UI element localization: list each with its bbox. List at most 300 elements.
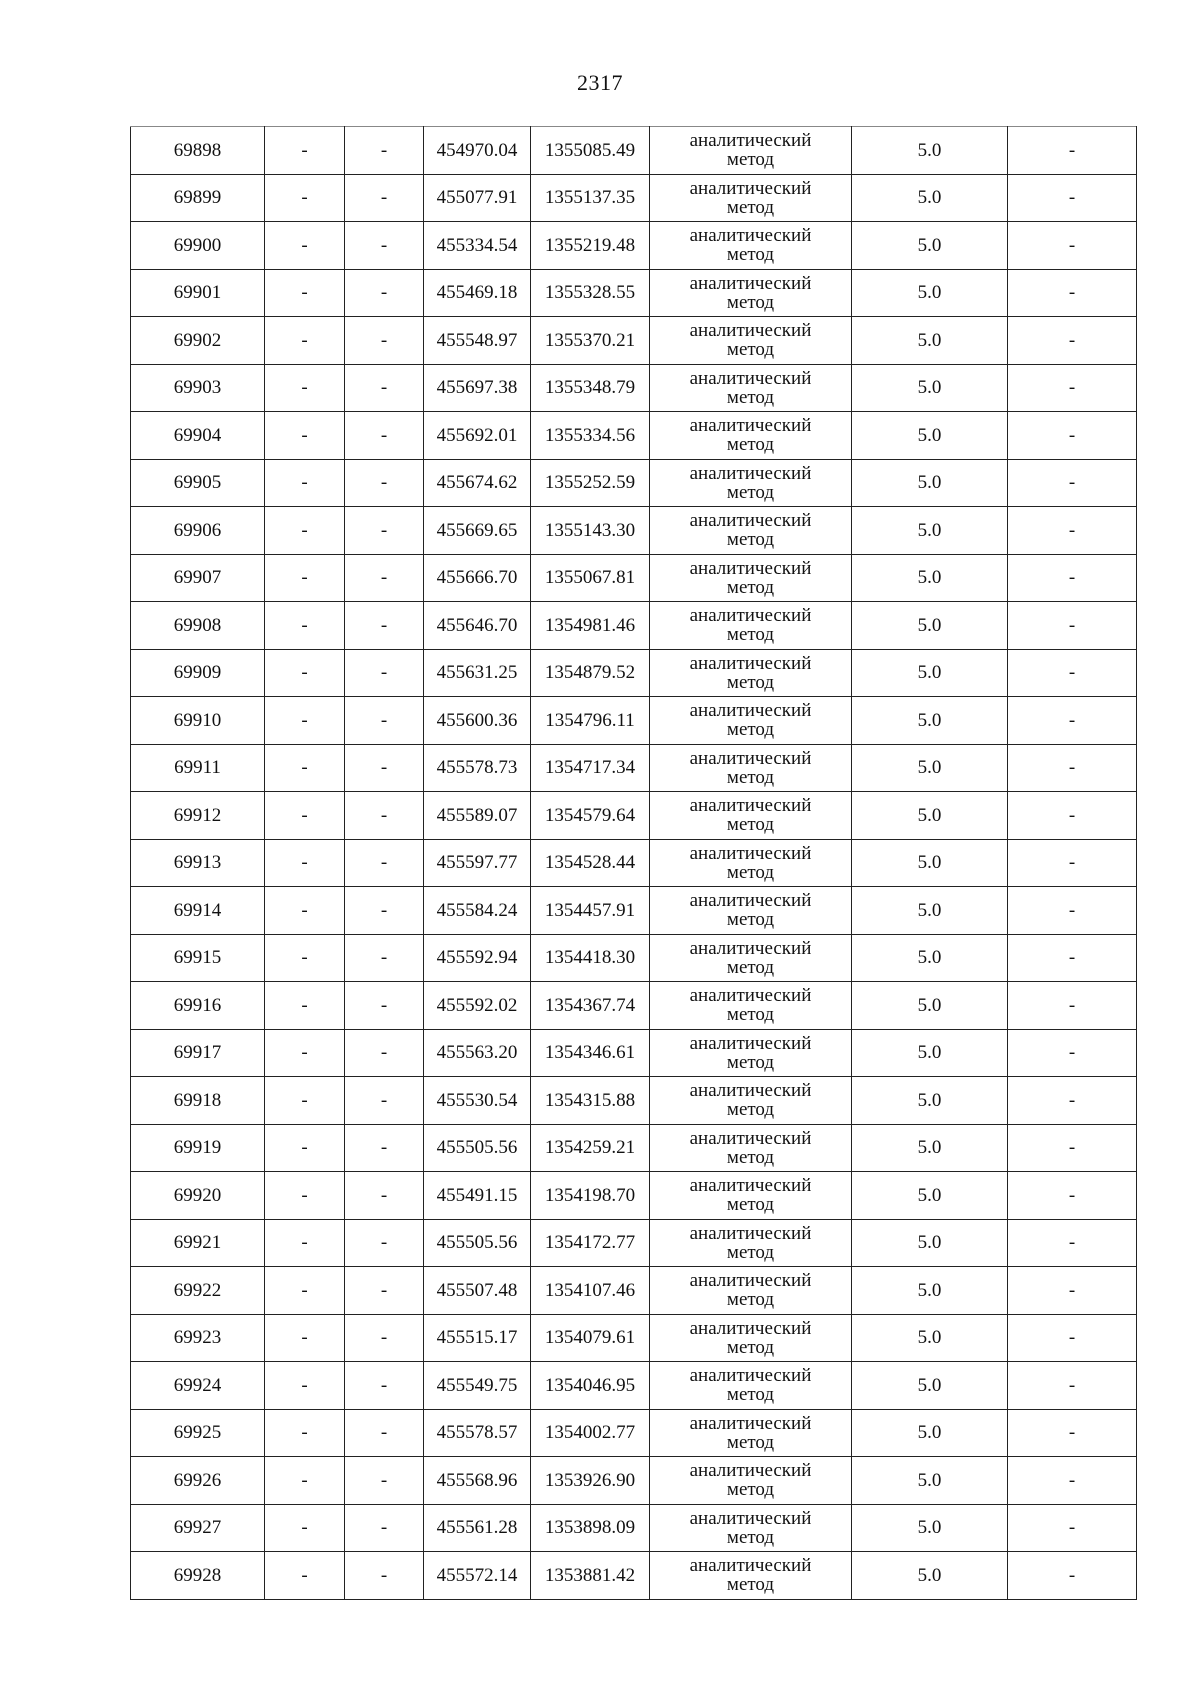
method-line-2: метод (726, 434, 775, 456)
method-line-2: метод (726, 1289, 775, 1311)
column-8-cell: - (1008, 887, 1137, 935)
column-2-cell: - (265, 839, 345, 887)
column-2-cell: - (265, 269, 345, 317)
y-coordinate-cell: 1355143.30 (531, 507, 650, 555)
method-line-2: метод (726, 576, 775, 598)
column-8-cell: - (1008, 127, 1137, 175)
column-3-cell: - (345, 554, 424, 602)
method-line-1: аналитический (689, 462, 812, 484)
method-line-1: аналитический (689, 415, 812, 437)
method-cell (650, 317, 852, 365)
method-line-2: метод (726, 1384, 775, 1406)
column-2-cell: - (265, 412, 345, 460)
column-3-cell: - (345, 839, 424, 887)
column-2-cell: - (265, 649, 345, 697)
method-line-2: метод (726, 291, 775, 313)
y-coordinate-cell: 1355252.59 (531, 459, 650, 507)
column-8-cell: - (1008, 1219, 1137, 1267)
column-2-cell: - (265, 934, 345, 982)
column-8-cell: - (1008, 1267, 1137, 1315)
method-cell (650, 887, 852, 935)
column-2-cell: - (265, 174, 345, 222)
method-cell (650, 1314, 852, 1362)
column-8-cell: - (1008, 412, 1137, 460)
x-coordinate-cell: 455515.17 (424, 1314, 531, 1362)
column-3-cell: - (345, 649, 424, 697)
table-row (131, 269, 1137, 317)
method-line-1: аналитический (689, 890, 812, 912)
column-8-cell: - (1008, 459, 1137, 507)
precision-cell: 5.0 (852, 364, 1008, 412)
x-coordinate-cell: 455666.70 (424, 554, 531, 602)
precision-cell: 5.0 (852, 222, 1008, 270)
y-coordinate-cell: 1354346.61 (531, 1029, 650, 1077)
point-id-cell: 69922 (131, 1267, 265, 1315)
y-coordinate-cell: 1355085.49 (531, 127, 650, 175)
method-line-2: метод (726, 244, 775, 266)
point-id-cell: 69905 (131, 459, 265, 507)
column-8-cell: - (1008, 1314, 1137, 1362)
method-cell (650, 839, 852, 887)
table-row (131, 1362, 1137, 1410)
column-3-cell: - (345, 1504, 424, 1552)
precision-cell: 5.0 (852, 839, 1008, 887)
method-cell (650, 127, 852, 175)
method-cell (650, 1457, 852, 1505)
point-id-cell: 69925 (131, 1409, 265, 1457)
method-line-1: аналитический (689, 937, 812, 959)
method-cell (650, 1552, 852, 1600)
method-line-2: метод (726, 1051, 775, 1073)
x-coordinate-cell: 455077.91 (424, 174, 531, 222)
method-line-2: метод (726, 386, 775, 408)
precision-cell: 5.0 (852, 1267, 1008, 1315)
precision-cell: 5.0 (852, 174, 1008, 222)
column-2-cell: - (265, 554, 345, 602)
table-row (131, 1124, 1137, 1172)
y-coordinate-cell: 1355348.79 (531, 364, 650, 412)
method-line-2: метод (726, 956, 775, 978)
precision-cell: 5.0 (852, 697, 1008, 745)
method-line-2: метод (726, 1099, 775, 1121)
x-coordinate-cell: 455549.75 (424, 1362, 531, 1410)
column-8-cell: - (1008, 839, 1137, 887)
table-row (131, 982, 1137, 1030)
column-2-cell: - (265, 364, 345, 412)
y-coordinate-cell: 1355067.81 (531, 554, 650, 602)
column-8-cell: - (1008, 222, 1137, 270)
method-line-1: аналитический (689, 1175, 812, 1197)
method-cell (650, 792, 852, 840)
column-2-cell: - (265, 459, 345, 507)
method-cell (650, 459, 852, 507)
precision-cell: 5.0 (852, 1504, 1008, 1552)
column-2-cell: - (265, 982, 345, 1030)
method-line-2: метод (726, 814, 775, 836)
column-3-cell: - (345, 269, 424, 317)
point-id-cell: 69918 (131, 1077, 265, 1125)
method-cell (650, 744, 852, 792)
point-id-cell: 69900 (131, 222, 265, 270)
table-row (131, 459, 1137, 507)
x-coordinate-cell: 455697.38 (424, 364, 531, 412)
x-coordinate-cell: 455469.18 (424, 269, 531, 317)
y-coordinate-cell: 1354367.74 (531, 982, 650, 1030)
method-cell (650, 222, 852, 270)
method-cell (650, 1504, 852, 1552)
precision-cell: 5.0 (852, 887, 1008, 935)
x-coordinate-cell: 455505.56 (424, 1124, 531, 1172)
y-coordinate-cell: 1354198.70 (531, 1172, 650, 1220)
column-8-cell: - (1008, 792, 1137, 840)
precision-cell: 5.0 (852, 744, 1008, 792)
method-line-2: метод (726, 1336, 775, 1358)
column-3-cell: - (345, 1267, 424, 1315)
x-coordinate-cell: 455597.77 (424, 839, 531, 887)
method-line-2: метод (726, 624, 775, 646)
x-coordinate-cell: 455692.01 (424, 412, 531, 460)
table-row (131, 1552, 1137, 1600)
column-3-cell: - (345, 1172, 424, 1220)
method-line-2: метод (726, 766, 775, 788)
point-id-cell: 69910 (131, 697, 265, 745)
column-2-cell: - (265, 602, 345, 650)
precision-cell: 5.0 (852, 412, 1008, 460)
column-3-cell: - (345, 982, 424, 1030)
method-line-2: метод (726, 909, 775, 931)
table-row (131, 792, 1137, 840)
column-2-cell: - (265, 1504, 345, 1552)
column-3-cell: - (345, 222, 424, 270)
point-id-cell: 69921 (131, 1219, 265, 1267)
method-line-1: аналитический (689, 1365, 812, 1387)
x-coordinate-cell: 455592.94 (424, 934, 531, 982)
column-2-cell: - (265, 1219, 345, 1267)
column-2-cell: - (265, 1124, 345, 1172)
method-line-2: метод (726, 1194, 775, 1216)
column-3-cell: - (345, 602, 424, 650)
column-8-cell: - (1008, 174, 1137, 222)
column-2-cell: - (265, 1172, 345, 1220)
column-8-cell: - (1008, 744, 1137, 792)
point-id-cell: 69923 (131, 1314, 265, 1362)
table-row (131, 602, 1137, 650)
method-line-2: метод (726, 196, 775, 218)
point-id-cell: 69911 (131, 744, 265, 792)
method-line-1: аналитический (689, 1412, 812, 1434)
method-cell (650, 1219, 852, 1267)
column-3-cell: - (345, 1457, 424, 1505)
method-cell (650, 554, 852, 602)
point-id-cell: 69906 (131, 507, 265, 555)
y-coordinate-cell: 1354528.44 (531, 839, 650, 887)
column-8-cell: - (1008, 1457, 1137, 1505)
column-3-cell: - (345, 1219, 424, 1267)
method-cell (650, 507, 852, 555)
column-8-cell: - (1008, 1552, 1137, 1600)
column-2-cell: - (265, 507, 345, 555)
method-cell (650, 602, 852, 650)
column-3-cell: - (345, 792, 424, 840)
column-2-cell: - (265, 887, 345, 935)
method-line-1: аналитический (689, 225, 812, 247)
table-row (131, 1172, 1137, 1220)
y-coordinate-cell: 1354457.91 (531, 887, 650, 935)
table-row (131, 1219, 1137, 1267)
column-8-cell: - (1008, 317, 1137, 365)
method-line-1: аналитический (689, 652, 812, 674)
method-line-1: аналитический (689, 1222, 812, 1244)
precision-cell: 5.0 (852, 934, 1008, 982)
table-row (131, 364, 1137, 412)
method-cell (650, 934, 852, 982)
method-line-2: метод (726, 671, 775, 693)
column-8-cell: - (1008, 649, 1137, 697)
column-8-cell: - (1008, 1029, 1137, 1077)
method-cell (650, 1172, 852, 1220)
column-8-cell: - (1008, 934, 1137, 982)
column-8-cell: - (1008, 1362, 1137, 1410)
column-3-cell: - (345, 1409, 424, 1457)
precision-cell: 5.0 (852, 1457, 1008, 1505)
method-line-2: метод (726, 529, 775, 551)
column-2-cell: - (265, 127, 345, 175)
point-id-cell: 69927 (131, 1504, 265, 1552)
table-body (131, 127, 1137, 1600)
method-cell (650, 174, 852, 222)
column-2-cell: - (265, 744, 345, 792)
column-3-cell: - (345, 1029, 424, 1077)
column-3-cell: - (345, 1362, 424, 1410)
method-line-2: метод (726, 481, 775, 503)
column-8-cell: - (1008, 507, 1137, 555)
y-coordinate-cell: 1354315.88 (531, 1077, 650, 1125)
method-line-2: метод (726, 149, 775, 171)
method-line-1: аналитический (689, 700, 812, 722)
table-row (131, 934, 1137, 982)
column-3-cell: - (345, 364, 424, 412)
column-3-cell: - (345, 412, 424, 460)
method-cell (650, 1409, 852, 1457)
method-line-2: метод (726, 1146, 775, 1168)
precision-cell: 5.0 (852, 1362, 1008, 1410)
point-id-cell: 69919 (131, 1124, 265, 1172)
point-id-cell: 69920 (131, 1172, 265, 1220)
x-coordinate-cell: 455674.62 (424, 459, 531, 507)
x-coordinate-cell: 455578.57 (424, 1409, 531, 1457)
column-3-cell: - (345, 887, 424, 935)
column-3-cell: - (345, 507, 424, 555)
method-line-1: аналитический (689, 177, 812, 199)
precision-cell: 5.0 (852, 269, 1008, 317)
method-line-2: метод (726, 861, 775, 883)
y-coordinate-cell: 1353926.90 (531, 1457, 650, 1505)
precision-cell: 5.0 (852, 1409, 1008, 1457)
column-3-cell: - (345, 744, 424, 792)
method-cell (650, 269, 852, 317)
column-8-cell: - (1008, 1409, 1137, 1457)
column-2-cell: - (265, 1362, 345, 1410)
y-coordinate-cell: 1355219.48 (531, 222, 650, 270)
table-row (131, 222, 1137, 270)
method-line-1: аналитический (689, 605, 812, 627)
y-coordinate-cell: 1354981.46 (531, 602, 650, 650)
method-line-1: аналитический (689, 367, 812, 389)
y-coordinate-cell: 1354002.77 (531, 1409, 650, 1457)
column-3-cell: - (345, 317, 424, 365)
method-cell (650, 364, 852, 412)
column-2-cell: - (265, 1409, 345, 1457)
method-line-1: аналитический (689, 1270, 812, 1292)
table-row (131, 1029, 1137, 1077)
method-line-1: аналитический (689, 557, 812, 579)
method-cell (650, 697, 852, 745)
precision-cell: 5.0 (852, 1314, 1008, 1362)
column-8-cell: - (1008, 602, 1137, 650)
y-coordinate-cell: 1355334.56 (531, 412, 650, 460)
x-coordinate-cell: 455572.14 (424, 1552, 531, 1600)
method-line-1: аналитический (689, 1317, 812, 1339)
point-id-cell: 69909 (131, 649, 265, 697)
y-coordinate-cell: 1354796.11 (531, 697, 650, 745)
y-coordinate-cell: 1354418.30 (531, 934, 650, 982)
column-8-cell: - (1008, 554, 1137, 602)
point-id-cell: 69907 (131, 554, 265, 602)
method-cell (650, 1362, 852, 1410)
precision-cell: 5.0 (852, 1552, 1008, 1600)
y-coordinate-cell: 1354259.21 (531, 1124, 650, 1172)
x-coordinate-cell: 454970.04 (424, 127, 531, 175)
method-line-1: аналитический (689, 747, 812, 769)
precision-cell: 5.0 (852, 1077, 1008, 1125)
method-line-1: аналитический (689, 510, 812, 532)
y-coordinate-cell: 1353898.09 (531, 1504, 650, 1552)
x-coordinate-cell: 455669.65 (424, 507, 531, 555)
x-coordinate-cell: 455491.15 (424, 1172, 531, 1220)
precision-cell: 5.0 (852, 1172, 1008, 1220)
y-coordinate-cell: 1354879.52 (531, 649, 650, 697)
x-coordinate-cell: 455563.20 (424, 1029, 531, 1077)
table-row (131, 839, 1137, 887)
x-coordinate-cell: 455530.54 (424, 1077, 531, 1125)
precision-cell: 5.0 (852, 982, 1008, 1030)
table-row (131, 887, 1137, 935)
column-2-cell: - (265, 317, 345, 365)
method-cell (650, 1029, 852, 1077)
point-id-cell: 69915 (131, 934, 265, 982)
point-id-cell: 69903 (131, 364, 265, 412)
table-row (131, 697, 1137, 745)
method-line-1: аналитический (689, 842, 812, 864)
method-line-1: аналитический (689, 272, 812, 294)
method-line-2: метод (726, 1004, 775, 1026)
x-coordinate-cell: 455584.24 (424, 887, 531, 935)
method-cell (650, 1267, 852, 1315)
column-3-cell: - (345, 459, 424, 507)
column-2-cell: - (265, 222, 345, 270)
precision-cell: 5.0 (852, 1124, 1008, 1172)
table-row (131, 1409, 1137, 1457)
column-3-cell: - (345, 1077, 424, 1125)
point-id-cell: 69917 (131, 1029, 265, 1077)
column-2-cell: - (265, 1267, 345, 1315)
x-coordinate-cell: 455561.28 (424, 1504, 531, 1552)
point-id-cell: 69901 (131, 269, 265, 317)
point-id-cell: 69902 (131, 317, 265, 365)
precision-cell: 5.0 (852, 317, 1008, 365)
precision-cell: 5.0 (852, 459, 1008, 507)
x-coordinate-cell: 455631.25 (424, 649, 531, 697)
column-3-cell: - (345, 1552, 424, 1600)
table-row (131, 1504, 1137, 1552)
table-row (131, 1314, 1137, 1362)
y-coordinate-cell: 1355370.21 (531, 317, 650, 365)
point-id-cell: 69904 (131, 412, 265, 460)
x-coordinate-cell: 455578.73 (424, 744, 531, 792)
column-2-cell: - (265, 792, 345, 840)
precision-cell: 5.0 (852, 792, 1008, 840)
column-2-cell: - (265, 1314, 345, 1362)
column-3-cell: - (345, 697, 424, 745)
method-line-2: метод (726, 1479, 775, 1501)
precision-cell: 5.0 (852, 127, 1008, 175)
point-id-cell: 69926 (131, 1457, 265, 1505)
table-row (131, 1077, 1137, 1125)
point-id-cell: 69898 (131, 127, 265, 175)
precision-cell: 5.0 (852, 554, 1008, 602)
x-coordinate-cell: 455334.54 (424, 222, 531, 270)
column-8-cell: - (1008, 269, 1137, 317)
point-id-cell: 69899 (131, 174, 265, 222)
column-2-cell: - (265, 1029, 345, 1077)
table-row (131, 174, 1137, 222)
y-coordinate-cell: 1354046.95 (531, 1362, 650, 1410)
x-coordinate-cell: 455646.70 (424, 602, 531, 650)
method-line-2: метод (726, 1241, 775, 1263)
column-8-cell: - (1008, 1124, 1137, 1172)
column-3-cell: - (345, 127, 424, 175)
column-3-cell: - (345, 1314, 424, 1362)
method-cell (650, 1077, 852, 1125)
method-line-1: аналитический (689, 985, 812, 1007)
method-line-2: метод (726, 339, 775, 361)
column-2-cell: - (265, 1552, 345, 1600)
method-line-1: аналитический (689, 1127, 812, 1149)
x-coordinate-cell: 455600.36 (424, 697, 531, 745)
coordinates-table (130, 126, 1137, 1600)
precision-cell: 5.0 (852, 602, 1008, 650)
y-coordinate-cell: 1355328.55 (531, 269, 650, 317)
method-cell (650, 982, 852, 1030)
table-row (131, 554, 1137, 602)
point-id-cell: 69914 (131, 887, 265, 935)
precision-cell: 5.0 (852, 1219, 1008, 1267)
method-line-1: аналитический (689, 1080, 812, 1102)
point-id-cell: 69928 (131, 1552, 265, 1600)
point-id-cell: 69913 (131, 839, 265, 887)
column-8-cell: - (1008, 1077, 1137, 1125)
column-8-cell: - (1008, 982, 1137, 1030)
method-line-2: метод (726, 1526, 775, 1548)
column-2-cell: - (265, 1077, 345, 1125)
column-8-cell: - (1008, 1172, 1137, 1220)
method-cell (650, 649, 852, 697)
y-coordinate-cell: 1354107.46 (531, 1267, 650, 1315)
method-line-1: аналитический (689, 1507, 812, 1529)
method-line-1: аналитический (689, 320, 812, 342)
column-3-cell: - (345, 934, 424, 982)
precision-cell: 5.0 (852, 649, 1008, 697)
